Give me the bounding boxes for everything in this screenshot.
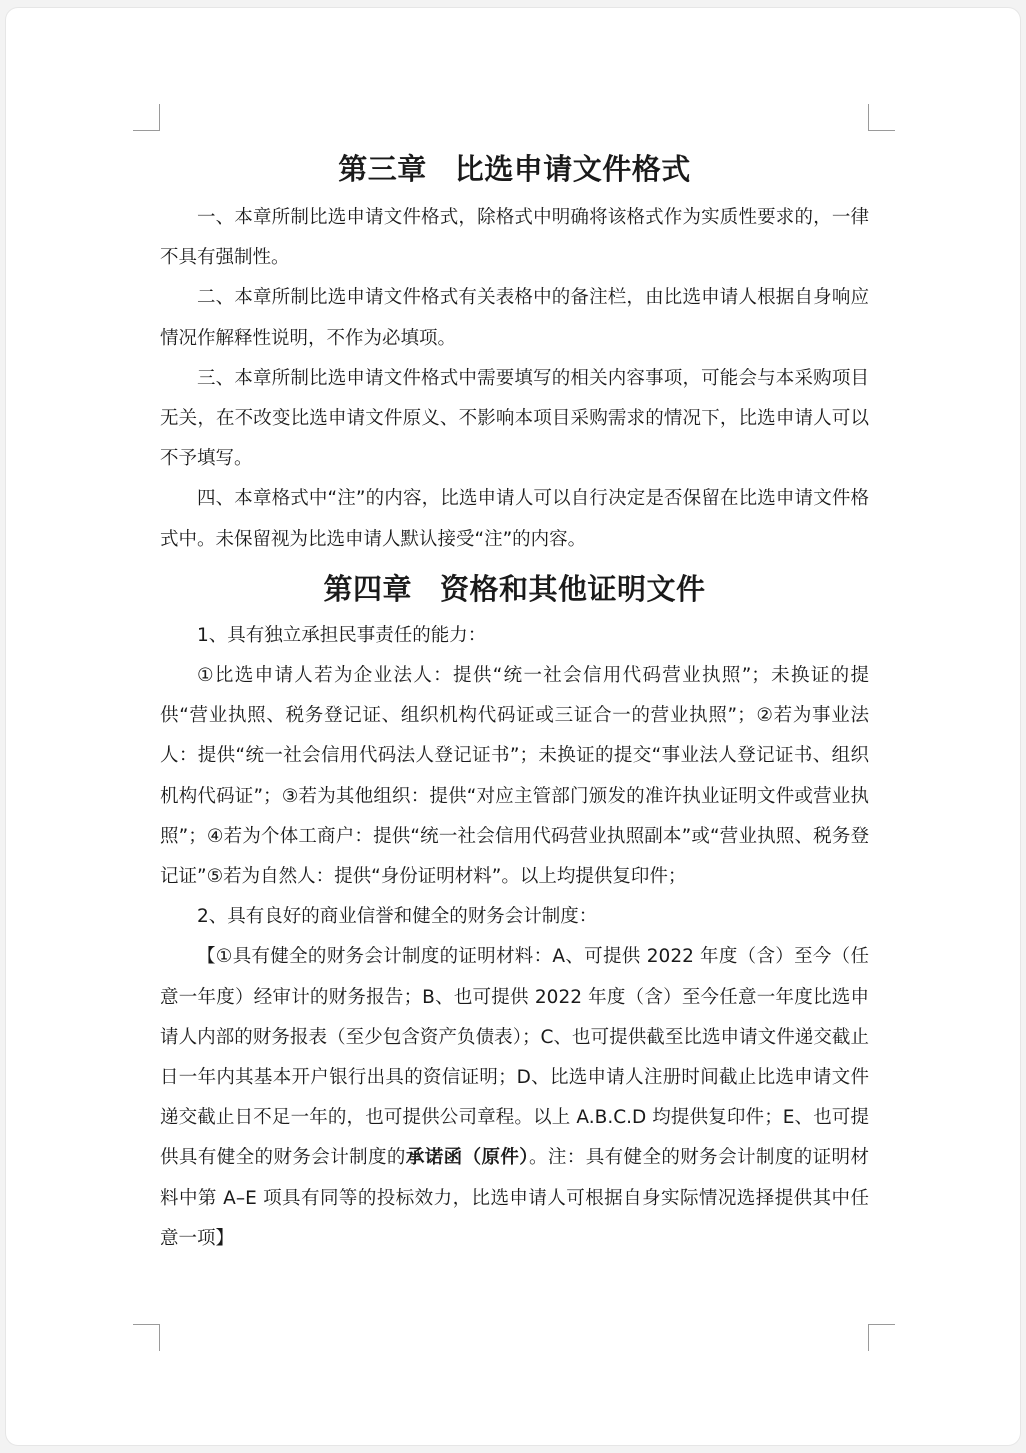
chapter-3-paragraph-3: 三、本章所制比选申请文件格式中需要填写的相关内容事项，可能会与本采购项目无关，在不改变比选申请文件原义、不影响本项目采购需求的情况下，比选申请人可以不予填写。 [160,367,869,470]
chapter-4-heading-text: 资格和其他证明文件 [440,571,706,606]
item-2-body-part-1: 【①具有健全的财务会计制度的证明材料：A、可提供 2022 年度（含）至今（任意一年度）经审计的财务报告；B、也可提供 2022 年度（含）至今任意一年度比选申请人内部的财务报表（至少包含资产负债表）；C、也可提供截至比选申请文件递交截止日一年内其基本开户银行出具的资信证明；D、比选申请人注册时间截止比选申请文件递交截止日不足一年的，也可提供公司章程。以上 A.B.C.D 均提供复印件；E、也可提供具有健全的财务会计制度的 [160,946,869,1169]
chapter-4-title [160,564,869,614]
chapter-3-paragraph-1: 一、本章所制比选申请文件格式，除格式中明确将该格式作为实质性要求的，一律不具有强制性。 [160,207,869,269]
chapter-3-number: 第三章 [338,152,427,186]
chapter-3-heading-text: 比选申请文件格式 [454,152,691,186]
crop-mark-bottom-left [133,1324,160,1351]
item-2-heading: 2、具有良好的商业信誉和健全的财务会计制度： [197,906,598,928]
item-1-body: ①比选申请人若为企业法人：提供“统一社会信用代码营业执照”；未换证的提供“营业执照、税务登记证、组织机构代码证或三证合一的营业执照”；②若为事业法人：提供“统一社会信用代码法人登记证书”；未换证的提交“事业法人登记证书、组织机构代码证”；③若为其他组织：提供“对应主管部门颁发的准许执业证明文件或营业执照”；④若为个体工商户：提供“统一社会信用代码营业执照副本”或“营业执照、税务登记证”⑤若为自然人：提供“身份证明材料”。以上均提供复印件； [160,665,869,888]
item-2-body-bold: 承诺函（原件） [405,1147,529,1169]
document-page [6,8,1020,1445]
chapter-3-title [160,144,869,194]
item-2-body-part-2: 。注：具有健全的财务会计制度的证明材料中第 A–E 项具有同等的投标效力，比选申请人可根据自身实际情况选择提供其中任意一项】 [160,1147,869,1249]
item-1-heading: 1、具有独立承担民事责任的能力： [197,624,487,646]
crop-mark-top-right [868,104,895,131]
chapter-3-paragraph-2: 二、本章所制比选申请文件格式有关表格中的备注栏，由比选申请人根据自身响应情况作解释性说明，不作为必填项。 [160,287,869,349]
item-2-body [160,937,869,1259]
crop-mark-top-left [133,104,160,131]
document-body [160,144,869,1259]
crop-mark-bottom-right [868,1324,895,1351]
chapter-3-paragraph-4: 四、本章格式中“注”的内容，比选申请人可以自行决定是否保留在比选申请文件格式中。未保留视为比选申请人默认接受“注”的内容。 [160,488,869,550]
chapter-4-number: 第四章 [323,571,412,606]
